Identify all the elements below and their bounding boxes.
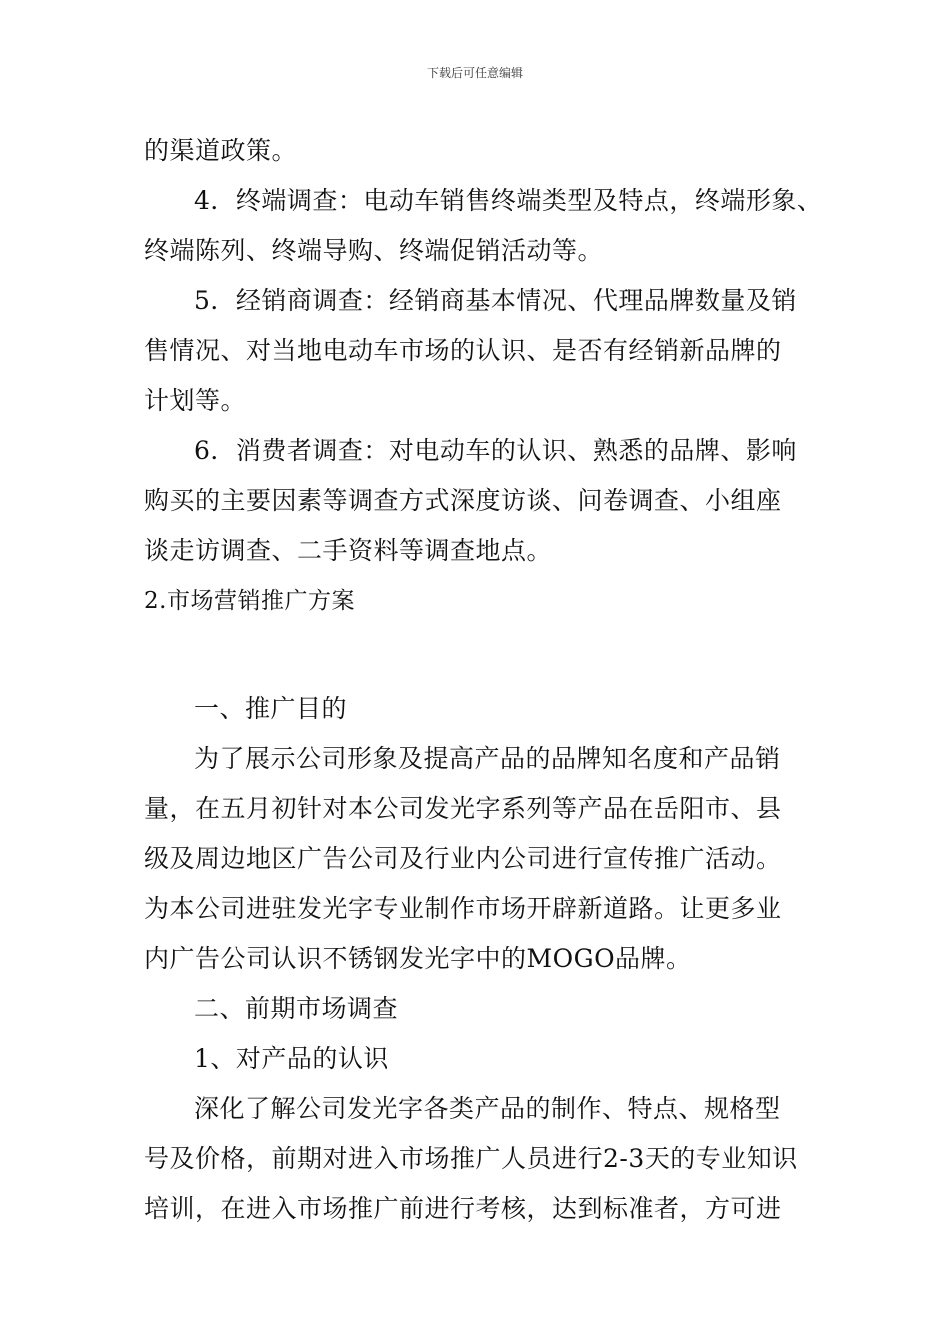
subsection-heading: 1、对产品的认识 bbox=[194, 1044, 389, 1073]
text-line: 级及周边地区广告公司及行业内公司进行宣传推广活动。 bbox=[144, 844, 782, 873]
text-line: 为本公司进驻发光字专业制作市场开辟新道路。让更多业 bbox=[144, 894, 782, 923]
blank-space bbox=[144, 626, 816, 684]
text-line: 购买的主要因素等调查方式深度访谈、问卷调查、小组座 bbox=[144, 486, 782, 515]
section-heading: 2.市场营销推广方案 bbox=[144, 588, 355, 614]
subsection-heading: 一、推广目的 bbox=[194, 694, 348, 723]
text-line: 计划等。 bbox=[144, 386, 247, 415]
text-line: 谈走访调查、二手资料等调查地点。 bbox=[144, 536, 553, 565]
text-line: 售情况、对当地电动车市场的认识、是否有经销新品牌的 bbox=[144, 336, 782, 365]
subsection-heading: 二、前期市场调查 bbox=[194, 994, 399, 1023]
text-line: 6．消费者调查：对电动车的认识、熟悉的品牌、影响 bbox=[194, 436, 797, 465]
document-body bbox=[144, 126, 823, 1234]
text-line: 为了展示公司形象及提高产品的品牌知名度和产品销 bbox=[194, 744, 781, 773]
text-line: 深化了解公司发光字各类产品的制作、特点、规格型 bbox=[194, 1094, 781, 1123]
page-header: 下载后可任意编辑 bbox=[426, 66, 523, 80]
text-line: 的渠道政策。 bbox=[144, 136, 298, 165]
text-line: 终端陈列、终端导购、终端促销活动等。 bbox=[144, 236, 604, 265]
text-line: 5．经销商调查：经销商基本情况、代理品牌数量及销 bbox=[194, 286, 797, 315]
text-line: 内广告公司认识不锈钢发光字中的MOGO品牌。 bbox=[144, 944, 692, 973]
text-line: 号及价格，前期对进入市场推广人员进行2-3天的专业知识 bbox=[144, 1144, 798, 1173]
text-line: 培训，在进入市场推广前进行考核，达到标准者，方可进 bbox=[144, 1194, 782, 1223]
text-line: 4．终端调查：电动车销售终端类型及特点，终端形象、 bbox=[194, 186, 823, 215]
text-line: 量，在五月初针对本公司发光字系列等产品在岳阳市、县 bbox=[144, 794, 782, 823]
